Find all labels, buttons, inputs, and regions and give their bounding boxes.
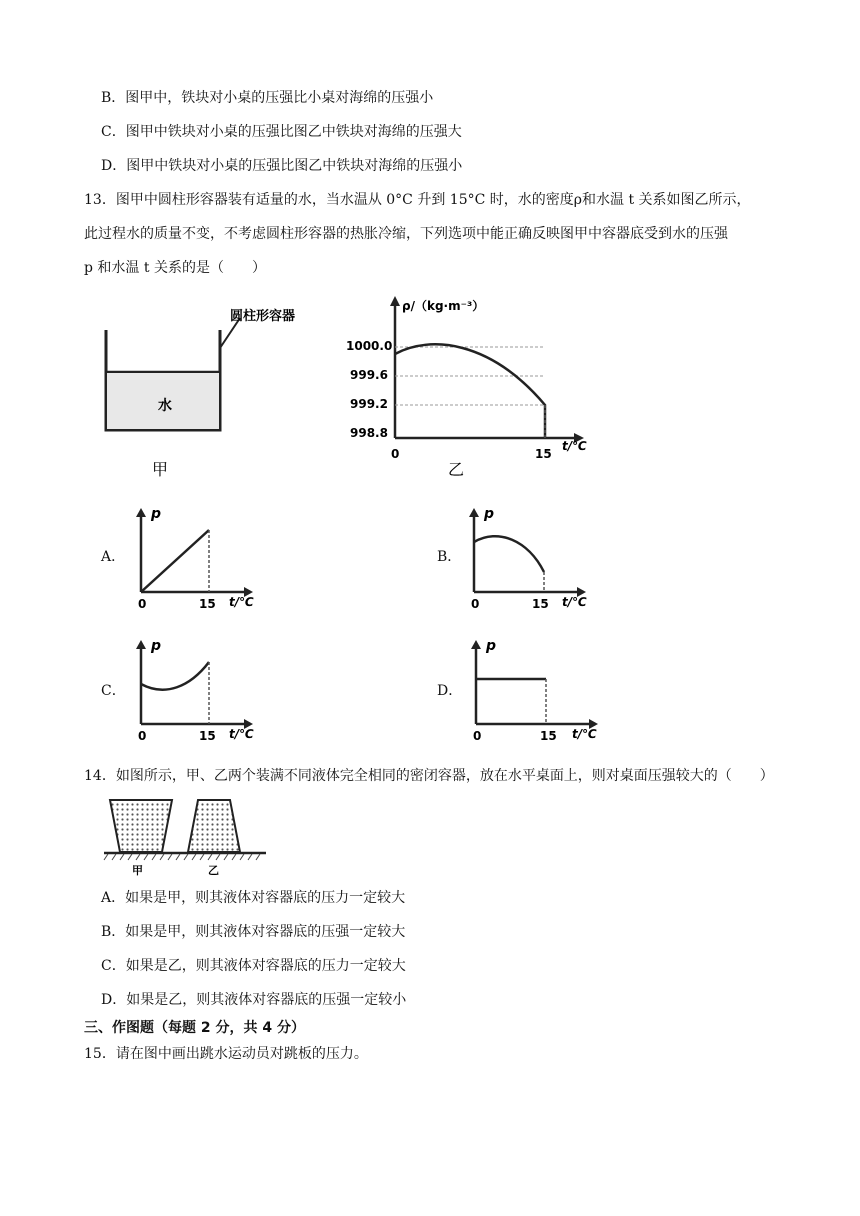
c-ylabel: p [151,638,162,654]
q14-option-b: B．如果是甲，则其液体对容器底的压强一定较大 [101,924,406,940]
d-xtick-0: 0 [473,729,482,743]
b-xlabel: t/℃ [562,595,587,609]
b-xtick-0: 0 [471,597,480,611]
q14-label-jia: 甲 [132,864,143,877]
q14-option-d: D．如果是乙，则其液体对容器底的压强一定较小 [101,992,407,1008]
q13-option-a-graph [125,500,275,615]
yi-ytick-9988: 998.8 [350,426,388,440]
yi-ytick-1000: 1000.0 [346,339,393,353]
yi-ylabel: ρ/（kg·m⁻³） [402,299,485,313]
yi-ytick-9992: 999.2 [350,397,388,411]
q13-stem-line3: p 和水温 t 关系的是（ ） [84,260,266,276]
q14-stem: 14．如图所示，甲、乙两个装满不同液体完全相同的密闭容器，放在水平桌面上，则对桌面压强较大的（ ） [84,768,774,784]
figure-q14-containers [100,792,280,882]
c-xlabel: t/℃ [229,727,254,741]
q14-option-c: C．如果是乙，则其液体对容器底的压力一定较大 [101,958,406,974]
q14-label-yi: 乙 [208,864,219,877]
figure-jia-caption: 甲 [152,460,169,479]
water-label: 水 [158,398,172,414]
q13-option-b-letter: B． [437,549,462,565]
q13-option-a-letter: A． [101,549,126,565]
d-xlabel: t/℃ [572,727,597,741]
yi-xtick-0: 0 [391,447,400,461]
b-ylabel: p [484,506,495,522]
a-ylabel: p [151,506,162,522]
q13-stem-line1: 13．图甲中圆柱形容器装有适量的水，当水温从 0°C 升到 15°C 时，水的密度ρ和水温 t 关系如图乙所示， [84,192,751,208]
yi-ytick-9996: 999.6 [350,368,388,382]
c-xtick-15: 15 [199,729,216,743]
q13-option-c-letter: C． [101,683,126,699]
a-xtick-0: 0 [138,597,147,611]
q13-stem-line2: 此过程水的质量不变，不考虑圆柱形容器的热胀冷缩，下列选项中能正确反映图甲中容器底受到水的压强 [84,226,728,242]
d-ylabel: p [486,638,497,654]
q12-option-c: C．图甲中铁块对小桌的压强比图乙中铁块对海绵的压强大 [101,124,462,140]
yi-xlabel: t/℃ [562,439,587,453]
q13-option-d-letter: D． [437,683,463,699]
q12-option-d: D．图甲中铁块对小桌的压强比图乙中铁块对海绵的压强小 [101,158,463,174]
section-3-heading: 三、作图题（每题 2 分，共 4 分） [84,1020,305,1036]
yi-xtick-15: 15 [535,447,552,461]
q14-option-a: A．如果是甲，则其液体对容器底的压力一定较大 [101,890,406,906]
figure-jia-container [90,300,330,485]
figure-yi-density-graph [340,290,610,485]
d-xtick-15: 15 [540,729,557,743]
a-xlabel: t/℃ [229,595,254,609]
q15-stem: 15．请在图中画出跳水运动员对跳板的压力。 [84,1046,368,1062]
q13-option-c-graph [125,632,275,747]
q13-option-b-graph [458,500,608,615]
figure-yi-caption: 乙 [448,460,465,479]
b-xtick-15: 15 [532,597,549,611]
c-xtick-0: 0 [138,729,147,743]
a-xtick-15: 15 [199,597,216,611]
q13-option-d-graph [460,632,620,747]
q12-option-b: B．图甲中，铁块对小桌的压强比小桌对海绵的压强小 [101,90,434,106]
container-label: 圆柱形容器 [230,309,296,324]
